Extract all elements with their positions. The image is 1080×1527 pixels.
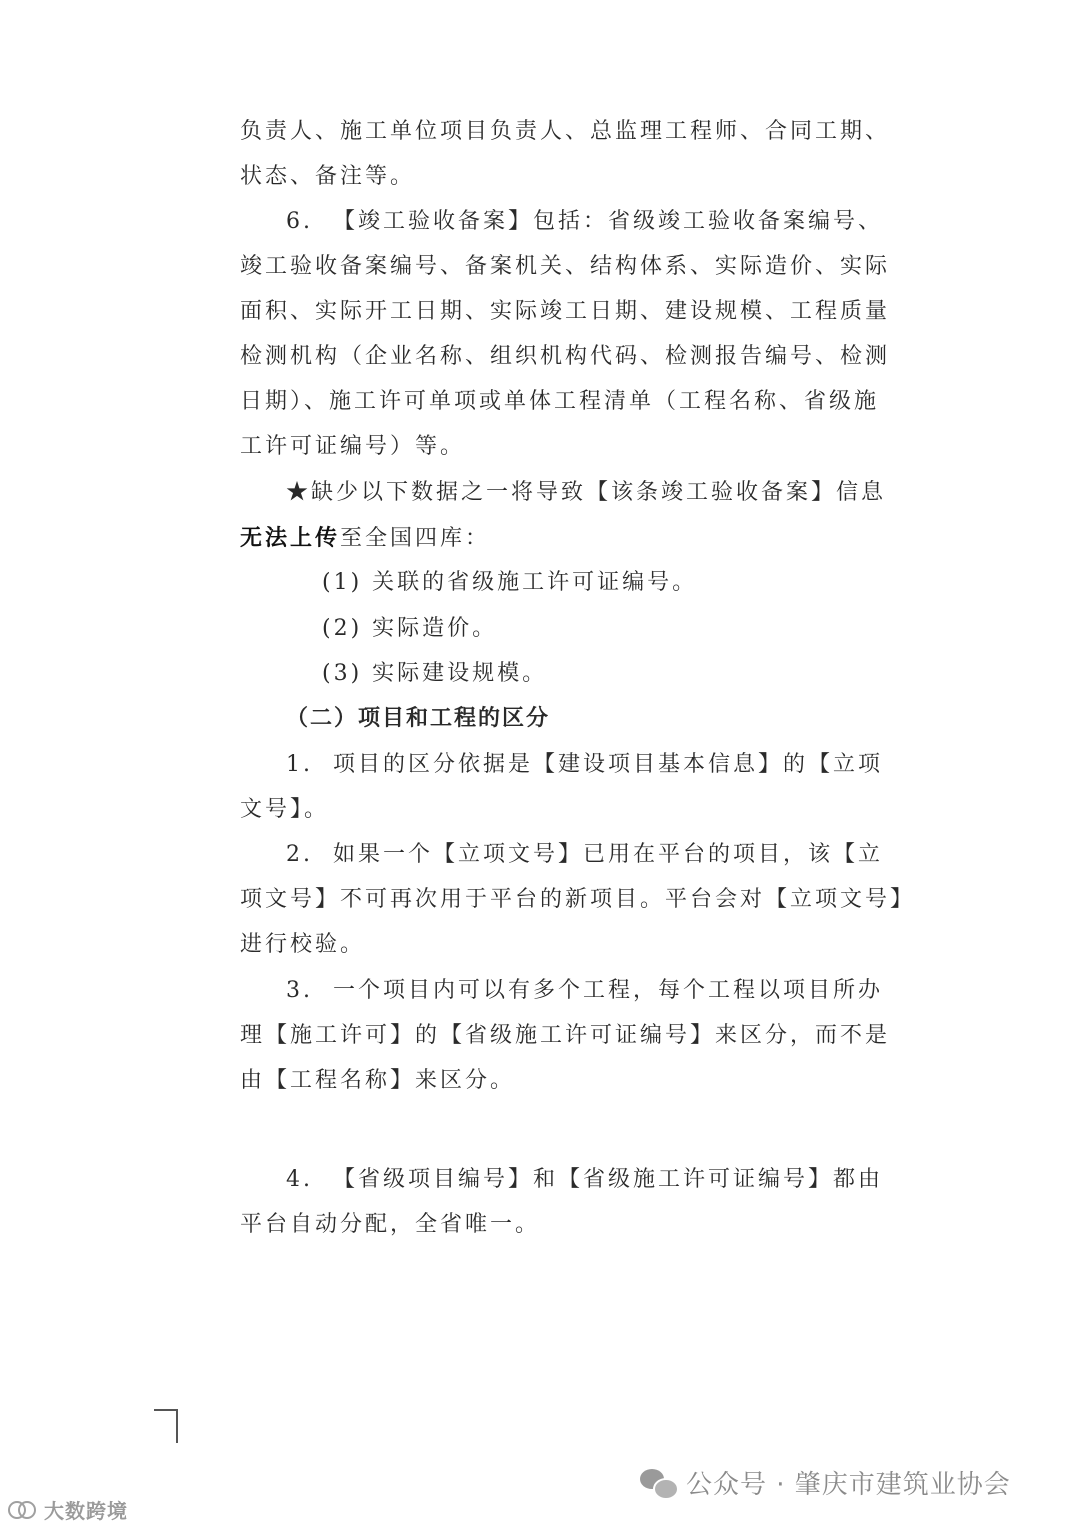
brand-text: 大数跨境 [44,1498,128,1523]
note-rest-text: 至全国四库： [340,526,491,551]
brand-watermark [8,1494,128,1524]
list-item: (3) 实际建设规模。 [322,661,548,686]
paragraph-line: 竣工验收备案编号、备案机关、结构体系、实际造价、实际 [240,254,891,279]
section-heading: （二）项目和工程的区分 [286,706,551,731]
paragraph-line: 2. 如果一个【立项文号】已用在平台的项目，该【立 [286,842,883,867]
paragraph-line: 理【施工许可】的【省级施工许可证编号】来区分，而不是 [240,1023,891,1048]
paragraph-line: 负责人、施工单位项目负责人、总监理工程师、合同工期、 [240,119,891,144]
watermark-text: 公众号 · 肇庆市建筑业协会 [686,1469,1011,1500]
paragraph-line: 进行校验。 [240,932,366,957]
wechat-icon [640,1467,676,1497]
note-line [240,523,490,554]
paragraph-line: 1. 项目的区分依据是【建设项目基本信息】的【立项 [286,752,883,777]
paragraph-line: 平台自动分配，全省唯一。 [240,1212,541,1237]
paragraph-line: 3. 一个项目内可以有多个工程，每个工程以项目所办 [286,978,883,1003]
paragraph-line: 项文号】不可再次用于平台的新项目。平台会对【立项文号】 [240,887,916,912]
paragraph-line: 4. 【省级项目编号】和【省级施工许可证编号】都由 [286,1167,883,1192]
note-bold-text: 无法上传 [240,525,341,551]
paragraph-line: 面积、实际开工日期、实际竣工日期、建设规模、工程质量 [240,299,891,324]
paragraph-line: 由【工程名称】来区分。 [240,1068,516,1093]
paragraph-line: 状态、备注等。 [240,164,416,189]
list-item: (2) 实际造价。 [322,616,498,641]
wechat-watermark [640,1462,1011,1502]
page-corner-mark [154,1409,178,1443]
paragraph-line: 工许可证编号）等。 [240,434,466,459]
infinity-logo-icon [8,1498,38,1520]
paragraph-line: 文号】。 [240,797,330,822]
list-item: (1) 关联的省级施工许可证编号。 [322,570,698,595]
paragraph-line: 检测机构（企业名称、组织机构代码、检测报告编号、检测 [240,344,891,369]
paragraph-line: 日期）、施工许可单项或单体工程清单（工程名称、省级施 [240,389,880,414]
note-line: ★缺少以下数据之一将导致【该条竣工验收备案】信息 [286,480,887,505]
paragraph-line: 6. 【竣工验收备案】包括：省级竣工验收备案编号、 [286,209,883,234]
